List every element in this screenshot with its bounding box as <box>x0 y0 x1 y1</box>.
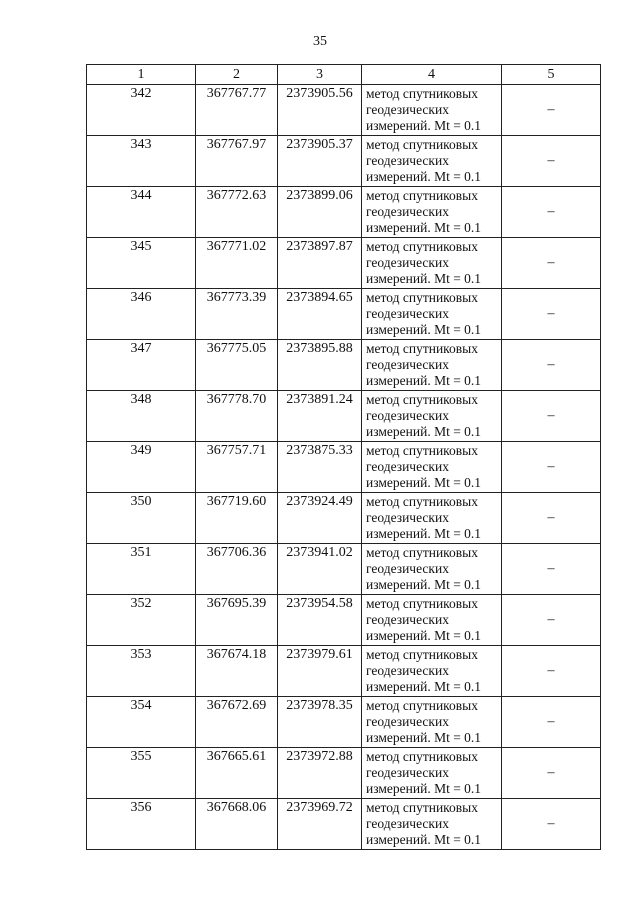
x-coordinate-cell: 367719.60 <box>196 493 278 544</box>
method-text-line: геодезических <box>366 255 449 270</box>
y-coordinate-cell: 2373894.65 <box>278 289 362 340</box>
method-text-line: метод спутниковых <box>366 86 478 101</box>
method-text-line: метод спутниковых <box>366 647 478 662</box>
point-number-cell: 356 <box>87 799 196 850</box>
method-text-line: метод спутниковых <box>366 188 478 203</box>
method-text-line: измерений. Mt = 0.1 <box>366 679 482 694</box>
point-number-cell: 343 <box>87 136 196 187</box>
method-cell <box>362 289 502 340</box>
method-cell <box>362 187 502 238</box>
method-cell <box>362 799 502 850</box>
x-coordinate-cell: 367775.05 <box>196 340 278 391</box>
x-coordinate-cell: 367771.02 <box>196 238 278 289</box>
method-text-line: измерений. Mt = 0.1 <box>366 832 482 847</box>
point-number-cell: 342 <box>87 85 196 136</box>
table-row <box>87 595 601 646</box>
method-text-line: метод спутниковых <box>366 443 478 458</box>
coordinates-table <box>86 64 601 850</box>
method-text-line: геодезических <box>366 612 449 627</box>
note-cell: – <box>502 799 601 850</box>
note-cell: – <box>502 748 601 799</box>
method-text-line: метод спутниковых <box>366 800 478 815</box>
note-cell: – <box>502 442 601 493</box>
table-row <box>87 340 601 391</box>
note-cell: – <box>502 595 601 646</box>
note-cell: – <box>502 187 601 238</box>
y-coordinate-cell: 2373899.06 <box>278 187 362 238</box>
note-cell: – <box>502 391 601 442</box>
method-text-line: геодезических <box>366 102 449 117</box>
method-text-line: метод спутниковых <box>366 545 478 560</box>
note-cell: – <box>502 544 601 595</box>
method-text-line: метод спутниковых <box>366 392 478 407</box>
method-text-line: измерений. Mt = 0.1 <box>366 730 482 745</box>
method-cell <box>362 442 502 493</box>
method-cell <box>362 544 502 595</box>
method-text-line: измерений. Mt = 0.1 <box>366 424 482 439</box>
note-cell: – <box>502 697 601 748</box>
table-row <box>87 289 601 340</box>
y-coordinate-cell: 2373905.56 <box>278 85 362 136</box>
y-coordinate-cell: 2373979.61 <box>278 646 362 697</box>
note-cell: – <box>502 493 601 544</box>
point-number-cell: 350 <box>87 493 196 544</box>
method-text-line: измерений. Mt = 0.1 <box>366 220 482 235</box>
column-header: 4 <box>362 65 502 85</box>
table-row <box>87 697 601 748</box>
note-cell: – <box>502 85 601 136</box>
y-coordinate-cell: 2373972.88 <box>278 748 362 799</box>
method-text-line: геодезических <box>366 204 449 219</box>
method-text-line: метод спутниковых <box>366 341 478 356</box>
method-cell <box>362 595 502 646</box>
y-coordinate-cell: 2373941.02 <box>278 544 362 595</box>
y-coordinate-cell: 2373905.37 <box>278 136 362 187</box>
column-header: 2 <box>196 65 278 85</box>
note-cell: – <box>502 646 601 697</box>
point-number-cell: 353 <box>87 646 196 697</box>
x-coordinate-cell: 367773.39 <box>196 289 278 340</box>
table-body <box>87 85 601 850</box>
y-coordinate-cell: 2373924.49 <box>278 493 362 544</box>
table-row <box>87 187 601 238</box>
method-text-line: метод спутниковых <box>366 290 478 305</box>
table-header <box>87 65 601 85</box>
x-coordinate-cell: 367674.18 <box>196 646 278 697</box>
table-row <box>87 493 601 544</box>
method-text-line: геодезических <box>366 153 449 168</box>
point-number-cell: 351 <box>87 544 196 595</box>
table-row <box>87 85 601 136</box>
x-coordinate-cell: 367778.70 <box>196 391 278 442</box>
point-number-cell: 346 <box>87 289 196 340</box>
method-text-line: измерений. Mt = 0.1 <box>366 169 482 184</box>
method-text-line: геодезических <box>366 816 449 831</box>
table-row <box>87 238 601 289</box>
method-text-line: метод спутниковых <box>366 239 478 254</box>
x-coordinate-cell: 367767.97 <box>196 136 278 187</box>
point-number-cell: 345 <box>87 238 196 289</box>
method-text-line: измерений. Mt = 0.1 <box>366 475 482 490</box>
method-cell <box>362 340 502 391</box>
method-cell <box>362 493 502 544</box>
point-number-cell: 347 <box>87 340 196 391</box>
method-text-line: геодезических <box>366 306 449 321</box>
method-cell <box>362 646 502 697</box>
y-coordinate-cell: 2373954.58 <box>278 595 362 646</box>
method-text-line: измерений. Mt = 0.1 <box>366 322 482 337</box>
method-text-line: измерений. Mt = 0.1 <box>366 577 482 592</box>
x-coordinate-cell: 367695.39 <box>196 595 278 646</box>
table-row <box>87 799 601 850</box>
method-cell <box>362 391 502 442</box>
column-header: 5 <box>502 65 601 85</box>
x-coordinate-cell: 367706.36 <box>196 544 278 595</box>
y-coordinate-cell: 2373875.33 <box>278 442 362 493</box>
point-number-cell: 349 <box>87 442 196 493</box>
point-number-cell: 348 <box>87 391 196 442</box>
y-coordinate-cell: 2373978.35 <box>278 697 362 748</box>
x-coordinate-cell: 367665.61 <box>196 748 278 799</box>
table-row <box>87 748 601 799</box>
method-text-line: измерений. Mt = 0.1 <box>366 118 482 133</box>
table-row <box>87 136 601 187</box>
method-text-line: измерений. Mt = 0.1 <box>366 526 482 541</box>
header-row <box>87 65 601 85</box>
method-text-line: метод спутниковых <box>366 137 478 152</box>
x-coordinate-cell: 367672.69 <box>196 697 278 748</box>
point-number-cell: 352 <box>87 595 196 646</box>
point-number-cell: 344 <box>87 187 196 238</box>
method-text-line: измерений. Mt = 0.1 <box>366 271 482 286</box>
method-cell <box>362 697 502 748</box>
page-number: 35 <box>313 34 327 49</box>
method-text-line: геодезических <box>366 459 449 474</box>
note-cell: – <box>502 136 601 187</box>
note-cell: – <box>502 340 601 391</box>
method-text-line: геодезических <box>366 663 449 678</box>
method-cell <box>362 136 502 187</box>
x-coordinate-cell: 367767.77 <box>196 85 278 136</box>
method-text-line: метод спутниковых <box>366 749 478 764</box>
table-row <box>87 544 601 595</box>
x-coordinate-cell: 367668.06 <box>196 799 278 850</box>
method-cell <box>362 85 502 136</box>
method-text-line: геодезических <box>366 408 449 423</box>
x-coordinate-cell: 367772.63 <box>196 187 278 238</box>
y-coordinate-cell: 2373895.88 <box>278 340 362 391</box>
y-coordinate-cell: 2373897.87 <box>278 238 362 289</box>
x-coordinate-cell: 367757.71 <box>196 442 278 493</box>
column-header: 1 <box>87 65 196 85</box>
point-number-cell: 355 <box>87 748 196 799</box>
method-text-line: геодезических <box>366 714 449 729</box>
method-text-line: метод спутниковых <box>366 596 478 611</box>
note-cell: – <box>502 238 601 289</box>
method-cell <box>362 238 502 289</box>
table-row <box>87 646 601 697</box>
point-number-cell: 354 <box>87 697 196 748</box>
method-text-line: геодезических <box>366 357 449 372</box>
table-row <box>87 391 601 442</box>
method-cell <box>362 748 502 799</box>
y-coordinate-cell: 2373891.24 <box>278 391 362 442</box>
column-header: 3 <box>278 65 362 85</box>
method-text-line: измерений. Mt = 0.1 <box>366 628 482 643</box>
note-cell: – <box>502 289 601 340</box>
method-text-line: измерений. Mt = 0.1 <box>366 373 482 388</box>
method-text-line: геодезических <box>366 561 449 576</box>
method-text-line: метод спутниковых <box>366 494 478 509</box>
method-text-line: измерений. Mt = 0.1 <box>366 781 482 796</box>
method-text-line: геодезических <box>366 765 449 780</box>
method-text-line: геодезических <box>366 510 449 525</box>
method-text-line: метод спутниковых <box>366 698 478 713</box>
table-row <box>87 442 601 493</box>
y-coordinate-cell: 2373969.72 <box>278 799 362 850</box>
